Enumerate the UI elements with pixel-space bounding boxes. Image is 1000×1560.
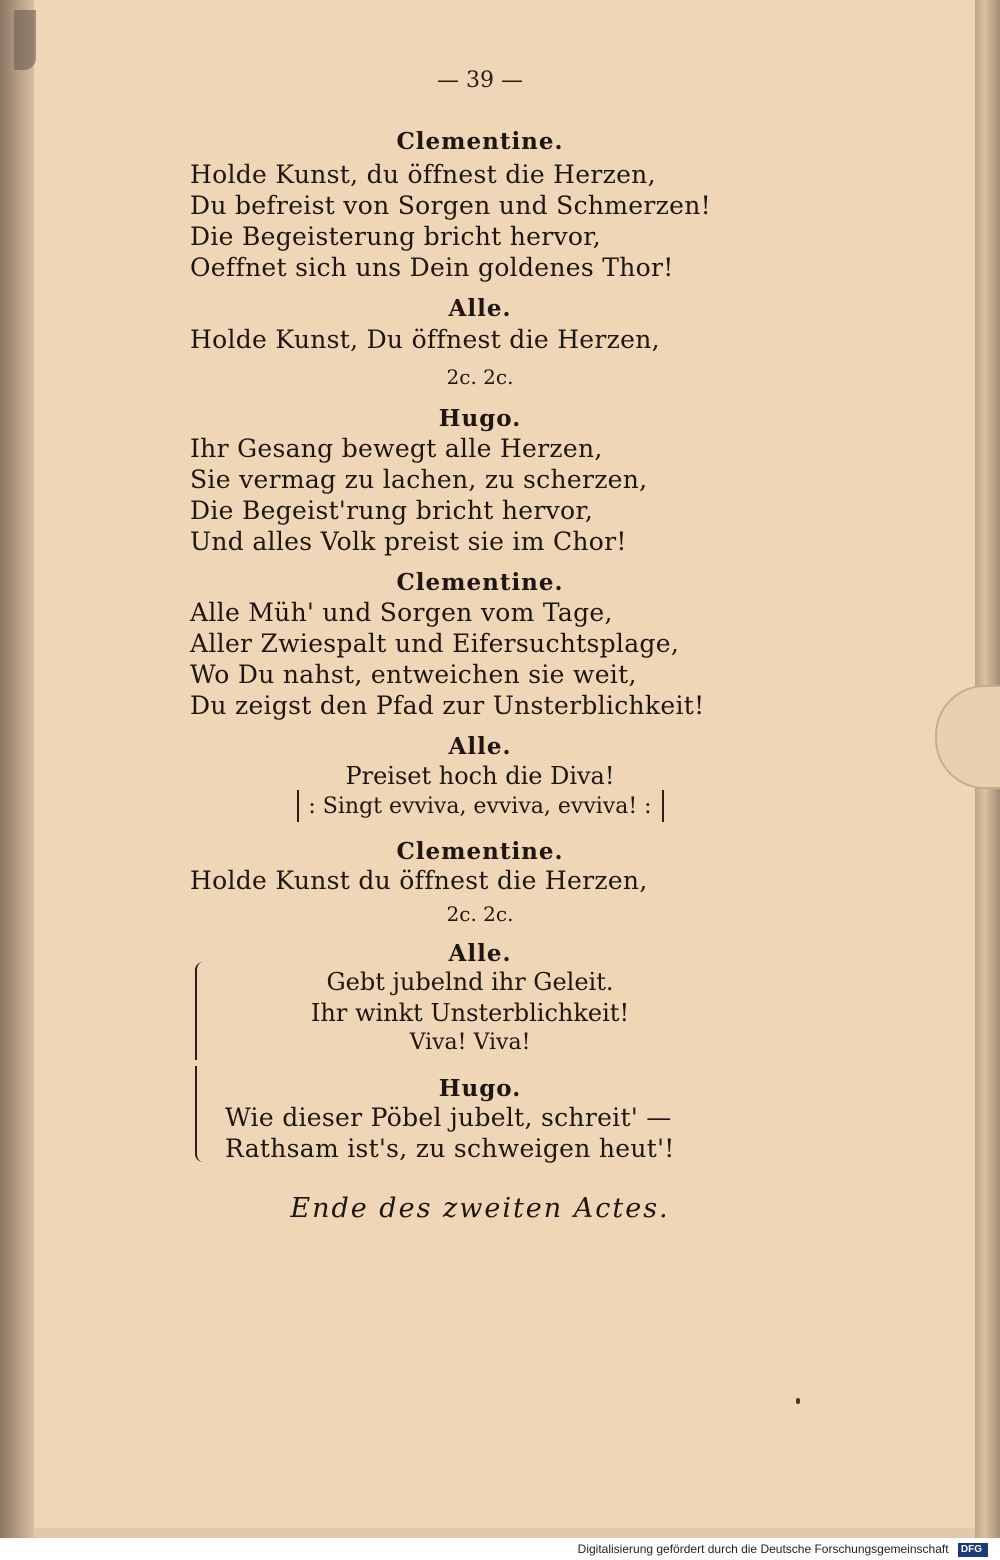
verse-line: Ihr winkt Unsterblichkeit! [310, 999, 630, 1027]
book-spine [0, 0, 34, 1538]
verse-line: Die Begeisterung bricht hervor, [190, 222, 602, 251]
speaker-name: Alle. [448, 733, 512, 760]
verse-line: Du zeigst den Pfad zur Unsterblichkeit! [190, 691, 705, 720]
verse-line: Wo Du nahst, entweichen sie weit, [190, 660, 637, 689]
brace-bottom [195, 1066, 207, 1162]
act-end-line: Ende des zweiten Actes. [290, 1193, 670, 1224]
corner-stain [14, 10, 36, 70]
repeat-bar-right [662, 790, 664, 822]
speaker-name: Alle. [448, 940, 512, 967]
etc-mark: 2c. 2c. [446, 365, 514, 389]
verse-line: Viva! Viva! [409, 1030, 531, 1055]
dfg-logo-icon: DFG [958, 1543, 988, 1557]
verse-line: Ihr Gesang bewegt alle Herzen, [190, 434, 603, 463]
verse-line: Holde Kunst, Du öffnest die Herzen, [190, 325, 660, 354]
verse-line: Die Begeist'rung bricht hervor, [190, 496, 594, 525]
footer-bar [0, 1538, 1000, 1560]
verse-line: Alle Müh' und Sorgen vom Tage, [190, 598, 613, 627]
speaker-name: Alle. [448, 295, 512, 322]
speaker-name: Hugo. [438, 1075, 522, 1102]
footer-credit: Digitalisierung gefördert durch die Deutsche Forschungsgemeinschaft [577, 1542, 949, 1556]
verse-line: Du befreist von Sorgen und Schmerzen! [190, 191, 711, 220]
speaker-name: Clementine. [396, 838, 564, 865]
brace-top [195, 962, 207, 1060]
verse-line: Aller Zwiespalt und Eifersuchtsplage, [190, 629, 680, 658]
verse-line: Holde Kunst, du öffnest die Herzen, [190, 160, 656, 189]
page-number: — 39 — [437, 68, 523, 93]
speaker-name: Clementine. [396, 128, 564, 155]
verse-line: Oeffnet sich uns Dein goldenes Thor! [190, 253, 674, 282]
verse-line: Sie vermag zu lachen, zu scherzen, [190, 465, 648, 494]
etc-mark: 2c. 2c. [446, 902, 514, 926]
verse-line: : Singt evviva, evviva, evviva! : [308, 794, 652, 819]
verse-line: Preiset hoch die Diva! [345, 762, 615, 790]
ink-speck [796, 1398, 800, 1404]
verse-line: Und alles Volk preist sie im Chor! [190, 527, 627, 556]
speaker-name: Clementine. [396, 569, 564, 596]
verse-line: Wie dieser Pöbel jubelt, schreit' — [225, 1103, 672, 1132]
verse-line: Rathsam ist's, zu schweigen heut'! [225, 1134, 675, 1163]
verse-line: Gebt jubelnd ihr Geleit. [326, 968, 614, 996]
speaker-name: Hugo. [438, 405, 522, 432]
verse-line: Holde Kunst du öffnest die Herzen, [190, 866, 648, 895]
